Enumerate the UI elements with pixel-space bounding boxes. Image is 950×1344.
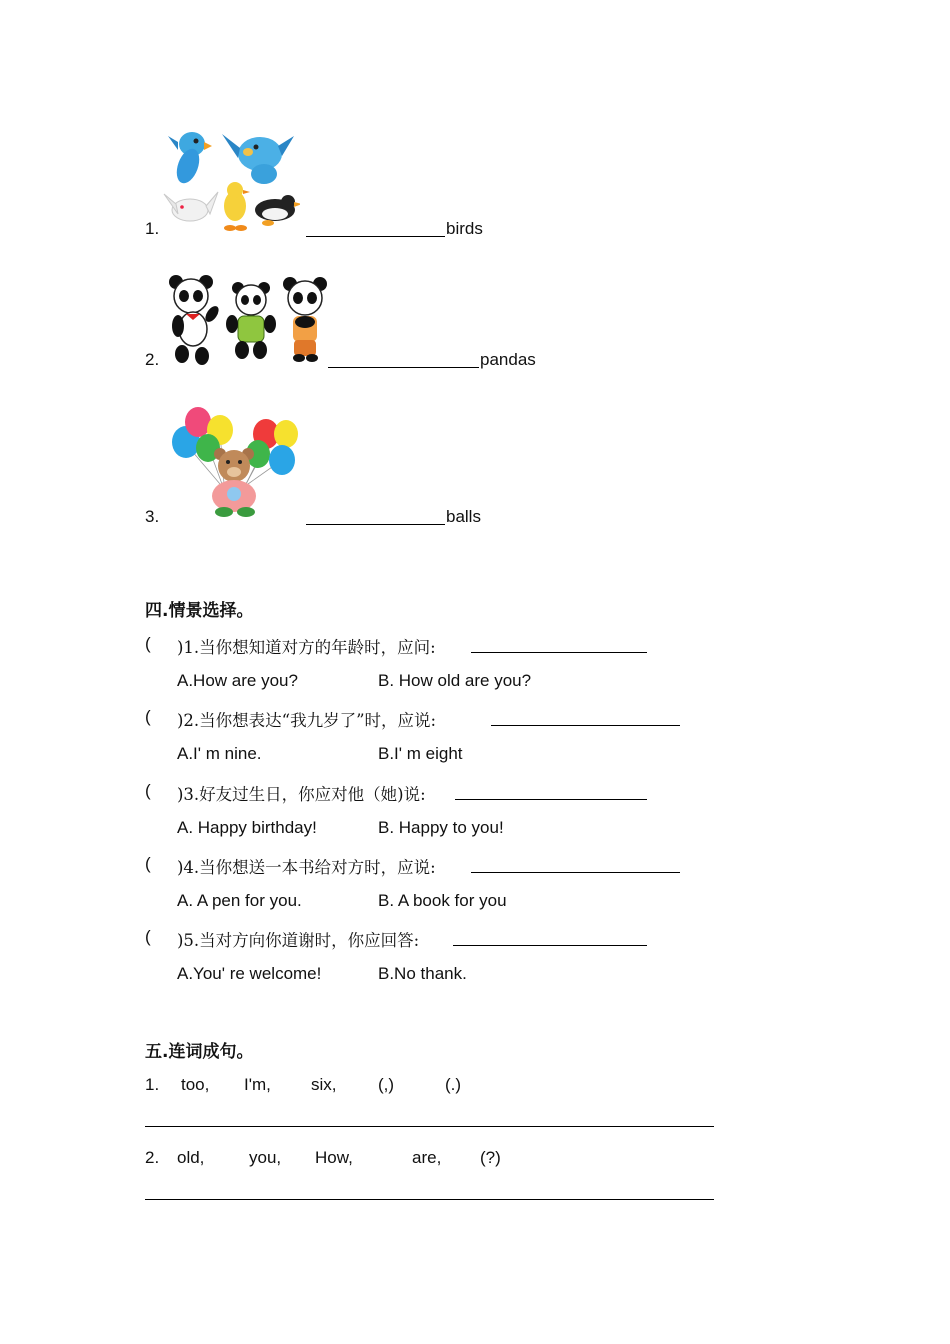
- word-token: are,: [412, 1148, 442, 1167]
- option-b: B. How old are you?: [378, 671, 532, 690]
- answer-blank[interactable]: [453, 945, 647, 946]
- word-token: six,: [311, 1075, 337, 1094]
- option-a: A.I' m nine.: [177, 744, 262, 763]
- answer-blank[interactable]: [455, 799, 647, 800]
- answer-paren[interactable]: (: [145, 854, 151, 873]
- word-token: How,: [315, 1148, 353, 1167]
- item-number: 2.: [145, 1148, 160, 1167]
- option-b: B. Happy to you!: [378, 818, 504, 837]
- option-b: B.I' m eight: [378, 744, 463, 763]
- item-word: pandas: [480, 350, 536, 369]
- item-word: balls: [446, 507, 481, 526]
- question-text: )1.当你想知道对方的年龄时，应问:: [177, 638, 436, 657]
- item-number: 2.: [145, 350, 160, 369]
- option-a: A. Happy birthday!: [177, 818, 317, 837]
- question-text: )5.当对方向你道谢时，你应回答:: [177, 931, 420, 950]
- word-token: you,: [249, 1148, 282, 1167]
- item-word: birds: [446, 219, 483, 238]
- answer-paren[interactable]: (: [145, 707, 151, 726]
- word-token: (?): [480, 1148, 501, 1167]
- option-a: A.How are you?: [177, 671, 298, 690]
- item-number: 1.: [145, 1075, 160, 1094]
- option-a: A.You' re welcome!: [177, 964, 322, 983]
- pandas-icon: [166, 274, 328, 366]
- answer-blank[interactable]: [306, 524, 445, 525]
- answer-blank[interactable]: [471, 652, 647, 653]
- word-token: I'm,: [244, 1075, 271, 1094]
- item-number: 1.: [145, 219, 160, 238]
- word-token: old,: [177, 1148, 205, 1167]
- section-title: 四.情景选择。: [145, 601, 254, 621]
- balloons-bear-icon: [168, 404, 302, 518]
- answer-paren[interactable]: (: [145, 927, 151, 946]
- word-token: too,: [181, 1075, 210, 1094]
- section-title: 五.连词成句。: [145, 1042, 254, 1062]
- question-text: )4.当你想送一本书给对方时，应说:: [177, 858, 436, 877]
- answer-blank[interactable]: [491, 725, 680, 726]
- option-a: A. A pen for you.: [177, 891, 302, 910]
- answer-line[interactable]: [145, 1199, 714, 1200]
- birds-icon: [160, 122, 300, 234]
- question-text: )3.好友过生日，你应对他（她)说:: [177, 785, 426, 804]
- question-text: )2.当你想表达“我九岁了”时，应说:: [177, 711, 437, 730]
- option-b: B. A book for you: [378, 891, 507, 910]
- answer-paren[interactable]: (: [145, 781, 151, 800]
- word-token: (.): [445, 1075, 462, 1094]
- answer-paren[interactable]: (: [145, 634, 151, 653]
- option-b: B.No thank.: [378, 964, 467, 983]
- answer-blank[interactable]: [328, 367, 479, 368]
- item-number: 3.: [145, 507, 160, 526]
- answer-blank[interactable]: [471, 872, 680, 873]
- answer-line[interactable]: [145, 1126, 714, 1127]
- word-token: (,): [378, 1075, 395, 1094]
- answer-blank[interactable]: [306, 236, 445, 237]
